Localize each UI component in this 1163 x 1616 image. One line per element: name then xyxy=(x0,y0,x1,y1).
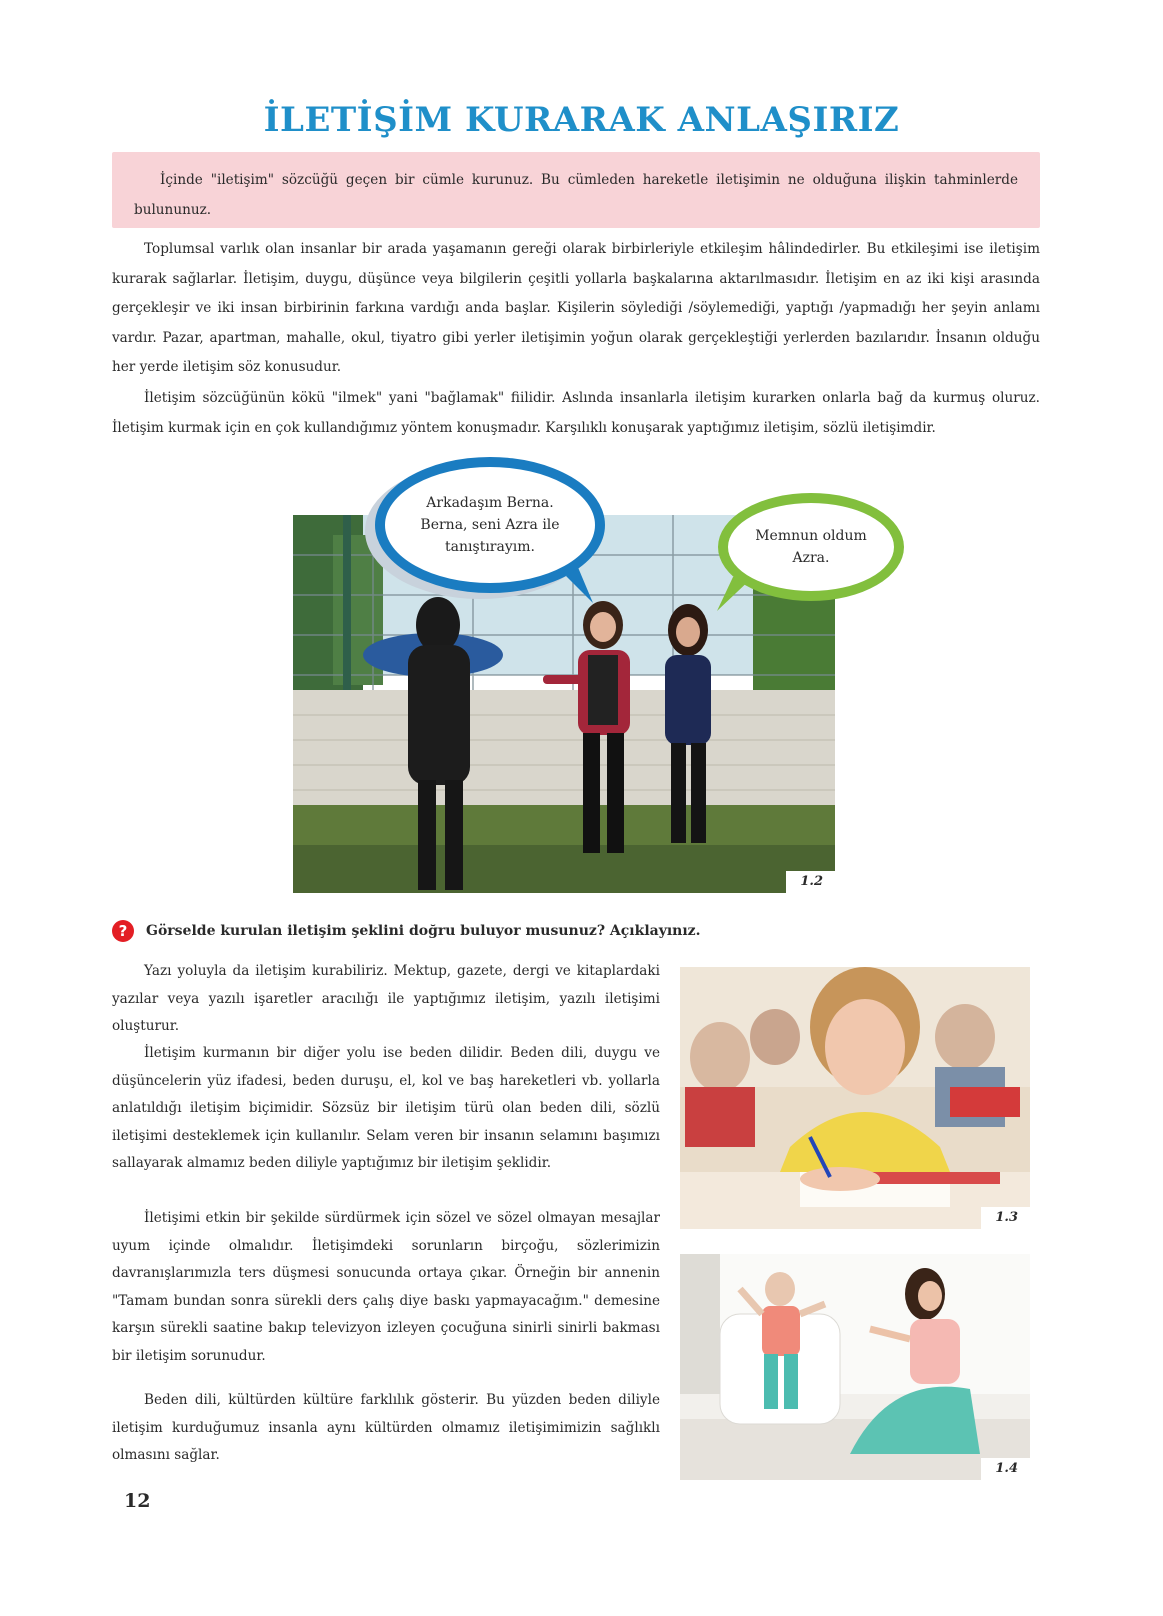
paragraph-consistency xyxy=(112,1205,660,1370)
photo-girl-writing-illustration xyxy=(680,967,1030,1229)
paragraph-text: İletişimi etkin bir şekilde sürdürmek için sözel ve sözel olmayan mesajlar uyum içinde olmalıdır. İletişimdeki sorunların birçoğu, sözlerimizin davranışlarımızla ters düşmesi sonucunda ortaya çıkar. Örneğin bir annenin "Tamam bundan sonra sürekli ders çalış diye baskı yapmayacağım." demesine karşın sürekli saatine bakıp televizyon izleyen çocuğuna sinirli sinirli bakması bir iletişim sorunudur. xyxy=(112,1210,660,1364)
photo-girl-writing xyxy=(680,967,1030,1229)
paragraph-text: Yazı yoluyla da iletişim kurabiliriz. Mektup, gazete, dergi ve kitaplardaki yazılar veya yazılı işaretler aracılığı ile yaptığımız iletişim, yazılı iletişimi oluşturur. xyxy=(112,963,660,1034)
photo-mother-child-illustration xyxy=(680,1254,1030,1480)
figure-label-1-2: 1.2 xyxy=(786,871,835,893)
figure-label-1-4: 1.4 xyxy=(981,1458,1030,1480)
paragraph-written-communication xyxy=(112,958,660,1041)
paragraph-body-language xyxy=(112,1040,660,1178)
paragraph-culture xyxy=(112,1387,660,1470)
paragraph-text: İletişim kurmanın bir diğer yolu ise beden dilidir. Beden dili, duygu ve düşüncelerin yüz ifadesi, beden duruşu, el, kol ve baş hareketleri vb. yollarla anlatıldığı iletişim biçimidir. Sözsüz bir iletişim türü olan beden dili, sözlü iletişimi desteklemek için kullanılır. Selam veren bir insanın selamını başımızı sallayarak almamız beden diliyle yaptığımız bir iletişim şeklidir. xyxy=(112,1045,660,1171)
speech-bubble-right: Memnun oldum Azra. xyxy=(718,493,904,601)
paragraph-text: Beden dili, kültürden kültüre farklılık gösterir. Bu yüzden beden diliyle iletişim kurduğumuz insanla aynı kültürden olmamız iletişimimizin sağlıklı olmasını sağlar. xyxy=(112,1392,660,1463)
question-text: Görselde kurulan iletişim şeklini doğru buluyor musunuz? Açıklayınız. xyxy=(146,923,701,939)
figure-label-1-3: 1.3 xyxy=(981,1207,1030,1229)
question-mark-icon: ? xyxy=(112,920,134,942)
speech-bubble-left: Arkadaşım Berna. Berna, seni Azra ile tanıştırayım. xyxy=(375,457,605,593)
discussion-question xyxy=(112,918,700,944)
page-number: 12 xyxy=(124,1490,151,1512)
paragraph-etymology: İletişim sözcüğünün kökü "ilmek" yani "bağlamak" fiilidir. Aslında insanlarla iletişim kurarken onlarla bağ da kurmuş oluruz. İletişim kurmak için en çok kullandığımız yöntem konuşmadır. Karşılıklı konuşarak yaptığımız iletişim, sözlü iletişimdir. xyxy=(112,390,1040,436)
paragraph-intro: Toplumsal varlık olan insanlar bir arada yaşamanın gereği olarak birbirleriyle etkileşim hâlindedirler. Bu etkileşimi ise iletişim kurarak sağlarlar. İletişim, duygu, düşünce veya bilgilerin çeşitli yollarla başkalarına aktarılmasıdır. İletişim en az iki kişi arasında gerçekleşir ve iki insan birbirinin farkına vardığı anda başlar. Kişilerin söylediği /söylemediği, yaptığı /yapmadığı her şeyin anlamı vardır. Pazar, apartman, mahalle, okul, tiyatro gibi yerler iletişimin yoğun olarak gerçekleştiği yerlerden bazılarıdır. İnsanın olduğu her yerde iletişim söz konusudur. xyxy=(112,241,1040,375)
warmup-prompt-box: İçinde "iletişim" sözcüğü geçen bir cümle kurunuz. Bu cümleden hareketle iletişimin ne olduğuna ilişkin tahminlerde bulununuz. xyxy=(112,152,1040,228)
page-title: İLETİŞİM KURARAK ANLAŞIRIZ xyxy=(263,100,900,140)
photo-mother-and-child xyxy=(680,1254,1030,1480)
